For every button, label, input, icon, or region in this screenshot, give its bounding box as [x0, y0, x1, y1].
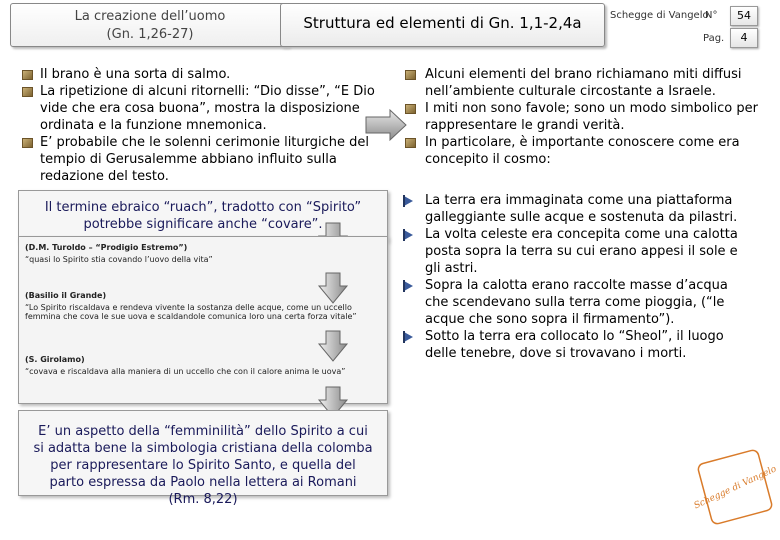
subject-reference: (Gn. 1,26-27) — [106, 27, 194, 42]
number-label: N° — [705, 10, 718, 21]
quotes-box — [18, 236, 388, 404]
quote-text: “Lo Spirito riscaldava e rendeva vivente la sostanza delle acque, come un uccello femmina che cova le sue uova e scaldandole comunica loro una certa forza vitale” — [25, 303, 357, 321]
list-item: In particolare, è importante conoscere come era concepito il cosmo: — [425, 134, 760, 168]
page-label: Pag. — [703, 33, 725, 44]
pointer-bullet-icon — [403, 229, 414, 241]
number-value: 54 — [730, 6, 758, 26]
list-item: Sotto la terra era collocato lo “Sheol”, il luogo delle tenebre, dove si trovavano i morti. — [425, 328, 755, 362]
list-item: La ripetizione di alcuni ritornelli: “Dio disse”, “E Dio vide che era cosa buona”, mostra la disposizione ordinata e la funzione mnemonica. — [22, 83, 382, 134]
pointer-bullet-icon — [403, 195, 414, 207]
page-title-box — [280, 3, 605, 47]
list-item: E’ probabile che le solenni cerimonie liturgiche del tempio di Gerusalemme abbiano influito sulla redazione del testo. — [22, 134, 382, 185]
quote-text: “quasi lo Spirito stia covando l’uovo della vita” — [25, 255, 213, 264]
down-arrow-icon — [318, 272, 348, 304]
page-title: Struttura ed elementi di Gn. 1,1-2,4a — [303, 14, 582, 32]
subject-title: La creazione dell’uomo — [74, 9, 226, 24]
list-item: I miti non sono favole; sono un modo simbolico per rappresentare le grandi verità. — [425, 100, 760, 134]
down-arrow-icon — [318, 330, 348, 362]
schegge-di-vangelo-logo — [692, 452, 779, 522]
pointer-bullet-icon — [403, 331, 414, 343]
square-bullet-icon — [22, 87, 33, 97]
quote-source: (Basilio il Grande) — [25, 291, 107, 300]
svg-text:Schegge di Vangelo: Schegge di Vangelo — [692, 464, 779, 512]
list-item: La volta celeste era concepita come una calotta posta sopra la terra su cui erano appesi il sole e gli astri. — [425, 226, 755, 277]
pointer-bullet-icon — [403, 280, 414, 292]
header-subject-box — [10, 3, 290, 47]
square-bullet-icon — [22, 138, 33, 148]
quote-source: (D.M. Turoldo – “Prodigio Estremo”) — [25, 243, 188, 252]
quote-text: “covava e riscaldava alla maniera di un uccello che con il calore anima le uova” — [25, 367, 346, 376]
square-bullet-icon — [405, 104, 416, 114]
ruach-text: Il termine ebraico “ruach”, tradotto con “Spirito” potrebbe significare anche “covare”. — [44, 200, 362, 232]
femminilita-box — [18, 410, 388, 507]
left-bullet-list — [22, 66, 382, 185]
cosmos-bullet-list — [425, 192, 755, 362]
square-bullet-icon — [22, 70, 33, 80]
list-item: Alcuni elementi del brano richiamano miti diffusi nell’ambiente culturale circostante a Israele. — [425, 66, 760, 100]
series-label: Schegge di Vangelo — [610, 10, 709, 21]
list-item: La terra era immaginata come una piattaforma galleggiante sulle acque e sostenuta da pilastri. — [425, 192, 755, 226]
square-bullet-icon — [405, 70, 416, 80]
quote-source: (S. Girolamo) — [25, 355, 85, 364]
page-value: 4 — [730, 28, 758, 48]
right-bullet-list — [425, 66, 760, 168]
list-item: Il brano è una sorta di salmo. — [22, 66, 382, 83]
square-bullet-icon — [405, 138, 416, 148]
right-arrow-icon — [364, 108, 408, 142]
list-item: Sopra la calotta erano raccolte masse d’acqua che scendevano sulla terra come pioggia, (“le acque che sono sopra il firmamento”). — [425, 277, 755, 328]
femminilita-text: E’ un aspetto della “femminilità” dello Spirito a cui si adatta bene la simbologia cristiana della colomba per rappresentare lo Spirito Santo, e quella del parto espressa da Paolo nella lettera ai Romani (Rm. 8,22) — [33, 424, 373, 507]
